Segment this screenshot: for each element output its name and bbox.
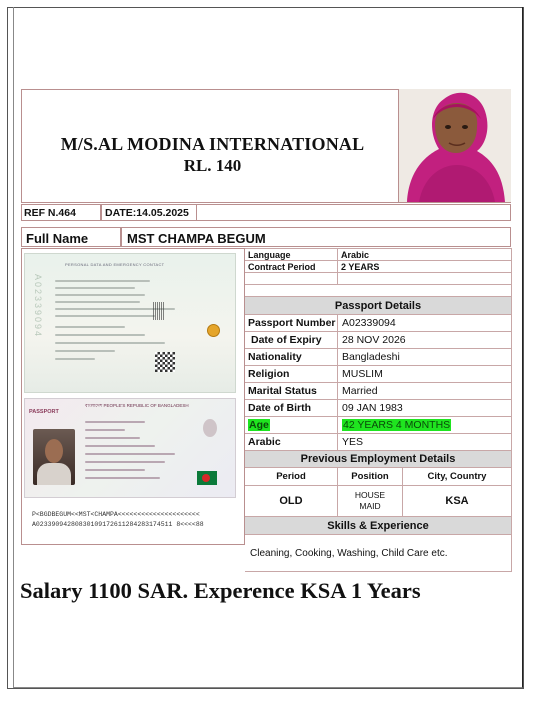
passport-row xyxy=(245,314,511,331)
language-value: Arabic xyxy=(337,249,511,260)
passport-number-label: Passport Number xyxy=(248,317,336,329)
company-license: RL. 140 xyxy=(183,156,242,175)
hologram-icon xyxy=(207,324,220,337)
reference-date: DATE:14.05.2025 xyxy=(101,204,197,221)
ghost-photo xyxy=(203,419,217,437)
full-name-label: Full Name xyxy=(21,227,121,247)
nationality-value: Bangladeshi xyxy=(337,349,511,365)
passport-row xyxy=(245,382,511,399)
full-name-value: MST CHAMPA BEGUM xyxy=(121,227,511,247)
flag-icon xyxy=(197,471,217,485)
qr-code-icon xyxy=(155,352,175,372)
candidate-photo xyxy=(398,89,511,203)
company-name: M/S.AL MODINA INTERNATIONAL xyxy=(60,134,365,154)
reference-number: REF N.464 xyxy=(21,204,101,221)
position-value-line2: MAID xyxy=(359,501,381,511)
passport-row xyxy=(245,399,511,416)
position-value-line1: HOUSE xyxy=(354,490,386,500)
passport-row xyxy=(245,348,511,365)
passport-row xyxy=(245,365,511,382)
info-row-empty-1 xyxy=(245,272,511,284)
passport-row xyxy=(245,433,511,450)
passport-number-value: A02339094 xyxy=(337,315,511,331)
info-row-language xyxy=(245,248,511,260)
expiry-label: Date of Expiry xyxy=(251,334,322,346)
passport-data-page: PERSONAL DATA AND EMERGENCY CONTACT A02339094 xyxy=(24,253,236,393)
skills-text: Cleaning, Cooking, Washing, Child Care etc. xyxy=(250,547,448,559)
card-top-title: PERSONAL DATA AND EMERGENCY CONTACT xyxy=(65,262,165,267)
religion-value: MUSLIM xyxy=(337,366,511,382)
passport-label: PASSPORT xyxy=(29,409,59,415)
passport-mrz xyxy=(32,510,204,529)
dob-label: Date of Birth xyxy=(248,402,311,414)
bio-photo xyxy=(33,429,75,485)
ref-row-filler xyxy=(197,204,511,221)
arabic-value: YES xyxy=(337,434,511,450)
expiry-value: 28 NOV 2026 xyxy=(337,332,511,348)
salary-experience-line: Salary 1100 SAR. Experence KSA 1 Years xyxy=(20,578,421,603)
period-value: OLD xyxy=(279,495,303,507)
dob-value: 09 JAN 1983 xyxy=(337,400,511,416)
table-right-border xyxy=(511,248,512,572)
age-label: Age xyxy=(249,419,269,431)
position-col-header: Position xyxy=(337,468,402,485)
info-row-contract xyxy=(245,260,511,272)
passport-row xyxy=(245,331,511,348)
passport-details-heading: Passport Details xyxy=(245,296,511,314)
mrz-line-1: P<BGDBEGUM<<MST<CHAMPA<<<<<<<<<<<<<<<<<<<<< xyxy=(32,511,200,518)
employment-header-row xyxy=(245,467,511,485)
language-label: Language xyxy=(248,249,291,260)
marital-status-label: Marital Status xyxy=(248,385,317,397)
passport-row xyxy=(245,416,511,433)
marital-status-value: Married xyxy=(337,383,511,399)
mrz-line-2: A02339094280830109172611284283174511 8<<<<88 xyxy=(32,520,204,528)
nationality-label: Nationality xyxy=(248,351,302,363)
arabic-label: Arabic xyxy=(248,436,281,448)
passport-bio-page xyxy=(24,398,236,498)
employment-heading: Previous Employment Details xyxy=(245,450,511,467)
contract-value: 2 YEARS xyxy=(337,261,511,272)
info-row-empty-2 xyxy=(245,284,511,296)
age-value: 42 YEARS 4 MONTHS xyxy=(343,419,451,431)
country-value: KSA xyxy=(402,486,511,516)
skills-row xyxy=(245,534,511,572)
religion-label: Religion xyxy=(248,368,290,380)
country-col-header: City, Country xyxy=(402,468,511,485)
card-country-text: বাংলাদেশ PEOPLE'S REPUBLIC OF BANGLADESH xyxy=(85,403,189,408)
skills-heading: Skills & Experience xyxy=(245,516,511,534)
period-col-header: Period xyxy=(276,471,306,482)
employment-row xyxy=(245,485,511,516)
contract-label: Contract Period xyxy=(248,261,316,272)
photo-portrait xyxy=(399,89,511,202)
